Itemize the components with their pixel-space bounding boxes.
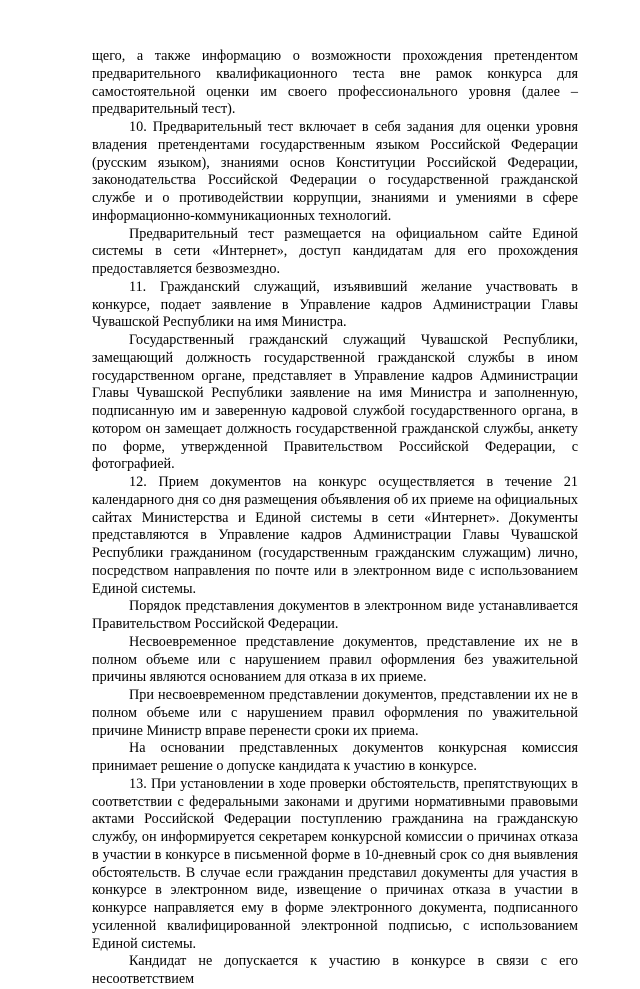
paragraph-not-admitted: Кандидат не допускается к участию в конкурсе в связи с его несоответствием bbox=[92, 953, 578, 987]
paragraph-item-11: 11. Гражданский служащий, изъявивший желание участвовать в конкурсе, подает заявление в Управление кадров Администрации Главы Чувашской Республики на имя Министра. bbox=[92, 278, 578, 331]
paragraph-deadline-extension: При несвоевременном представлении документов, представлении их не в полном объеме или с нарушением правил оформления по уважительной причине Министр вправе перенести сроки их приема. bbox=[92, 687, 578, 739]
paragraph-item-13: 13. При установлении в ходе проверки обстоятельств, препятствующих в соответствии с федеральными законами и другими нормативными правовыми актами Российской Федерации поступлению гражданина на гражданскую службу, он информируется секретарем конкурсной комиссии о причинах отказа в участии в конкурсе в письменной форме в 10-дневный срок со дня выявления обстоятельств. В случае если гражданин представил документы для участия в конкурсе в электронном виде, извещение о причинах отказа в участии в конкурсе направляется ему в форме электронного документа, подписанного усиленной квалифицированной электронной подписью, с использованием Единой системы. bbox=[92, 775, 578, 952]
paragraph-admission-decision: На основании представленных документов конкурсная комиссия принимает решение о допуске кандидата к участию в конкурсе. bbox=[92, 740, 578, 774]
paragraph-civil-servant: Государственный гражданский служащий Чувашской Республики, замещающий должность государственной гражданской службы в ином государственном органе, представляет в Управление кадров Администрации Главы Чувашской Республики заявление на имя Министра и заполненную, подписанную им и заверенную кадровой службой государственного органа, в котором он замещает должность государственной гражданской службы, анкету по форме, утвержденной Правительством Российской Федерации, с фотографией. bbox=[92, 332, 578, 473]
paragraph-item-12: 12. Прием документов на конкурс осуществляется в течение 21 календарного дня со дня размещения объявления об их приеме на официальных сайтах Министерства и Единой системы в сети «Интернет». Документы представляются в Управление кадров Администрации Главы Чувашской Республики гражданином (государственным гражданским служащим) лично, посредством направления по почте или в электронном виде с использованием Единой системы. bbox=[92, 474, 578, 597]
paragraph-preliminary-test: Предварительный тест размещается на официальном сайте Единой системы в сети «Интернет», доступ кандидатам для его прохождения предоставляется безвозмездно. bbox=[92, 225, 578, 277]
paragraph-item-10: 10. Предварительный тест включает в себя задания для оценки уровня владения претендентами государственным языком Российской Федерации (русским языком), знаниями основ Конституции Российской Федерации, законодательства Российской Федерации о государственной гражданской службе и о противодействии коррупции, знаниями и умениями в сфере информационно-коммуникационных технологий. bbox=[92, 119, 578, 224]
paragraph-electronic-procedure: Порядок представления документов в электронном виде устанавливается Правительством Российской Федерации. bbox=[92, 598, 578, 632]
paragraph-untimely-submission: Несвоевременное представление документов, представление их не в полном объеме или с нарушением правил оформления без уважительной причины являются основанием для отказа в их приеме. bbox=[92, 633, 578, 686]
paragraph-continuation: щего, а также информацию о возможности прохождения претендентом предварительного квалификационного теста вне рамок конкурса для самостоятельной оценки им своего профессионального уровня (далее – предварительный тест). bbox=[92, 48, 578, 118]
